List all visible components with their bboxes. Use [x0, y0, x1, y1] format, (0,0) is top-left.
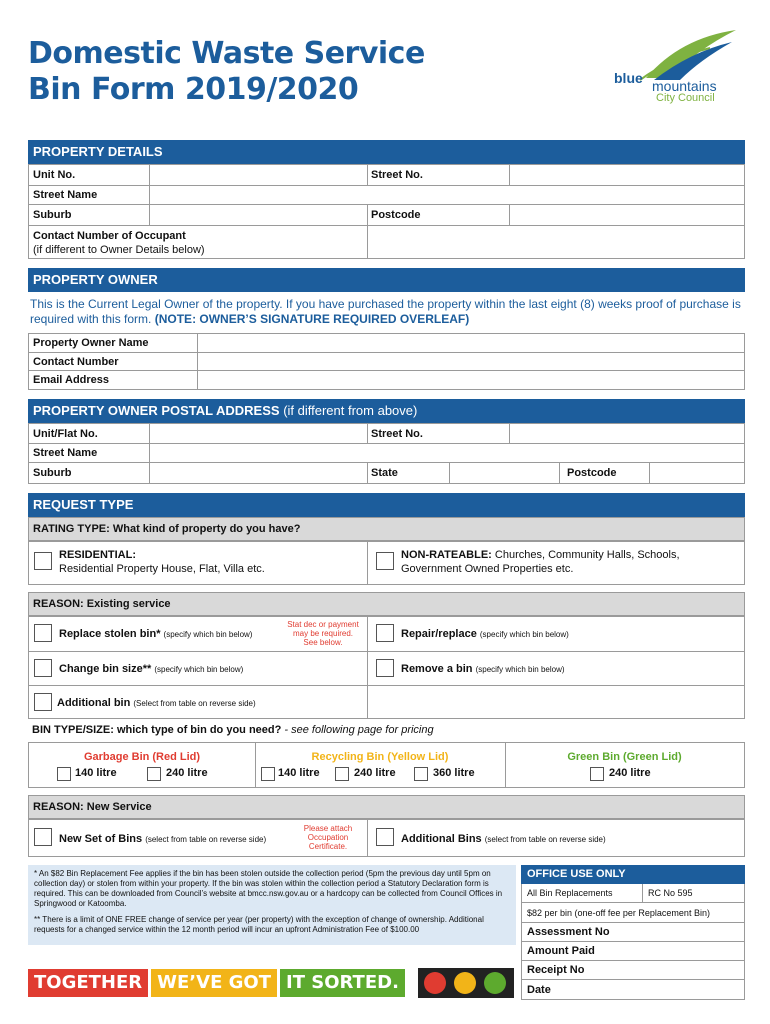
nonrateable-checkbox[interactable] [376, 552, 394, 570]
remove-bin-checkbox[interactable] [376, 659, 394, 677]
title-line-1: Domestic Waste Service [28, 36, 425, 71]
owner-name-input[interactable] [197, 334, 744, 352]
new-set-label: New Set of Bins [59, 833, 143, 845]
request-type-heading: REQUEST TYPE [28, 493, 745, 517]
green-240-label: 240 litre [609, 767, 651, 779]
unit-no-input[interactable] [149, 165, 394, 185]
green-240-checkbox[interactable] [590, 767, 604, 781]
suburb-label: Suburb [33, 209, 72, 221]
postal-unit-row [28, 423, 745, 444]
replace-stolen-option [59, 627, 252, 642]
occupant-contact-line2: (if different to Owner Details below) [33, 244, 205, 256]
occupation-cert-note [291, 824, 365, 851]
suburb-input[interactable] [149, 205, 367, 225]
nonrateable-option [401, 548, 680, 576]
suburb-postcode-row [28, 204, 745, 226]
residential-desc: Residential Property House, Flat, Villa etc. [59, 563, 265, 575]
garbage-bin-title: Garbage Bin (Red Lid) [83, 751, 201, 763]
divider [367, 463, 368, 483]
change-size-option [59, 662, 243, 677]
occupant-contact-row [28, 225, 745, 259]
occupant-contact-input[interactable] [367, 226, 744, 258]
logo-council-text: City Council [656, 92, 715, 104]
green-bin-title: Green Bin (Green Lid) [567, 751, 682, 763]
residential-label: RESIDENTIAL: [59, 549, 136, 561]
garbage-140-label: 140 litre [75, 767, 117, 779]
owner-email-row [28, 370, 745, 390]
divider [367, 165, 368, 185]
change-size-checkbox[interactable] [34, 659, 52, 677]
postcode-input[interactable] [509, 205, 744, 225]
additional-row [28, 685, 745, 719]
unit-street-row [28, 164, 745, 186]
recycling-240-label: 240 litre [354, 767, 396, 779]
garbage-240-checkbox[interactable] [147, 767, 161, 781]
replace-stolen-label: Replace stolen bin* [59, 628, 161, 640]
bin-type-note: - see following page for pricing [284, 724, 434, 736]
postal-unit-input[interactable] [149, 424, 367, 443]
postal-street-input[interactable] [149, 444, 744, 462]
rating-type-row [28, 541, 745, 585]
divider [505, 743, 744, 787]
postal-suburb-label: Suburb [33, 467, 72, 479]
council-logo [610, 28, 740, 108]
postal-heading-note: (if different from above) [283, 403, 418, 418]
title-line-2: Bin Form 2019/2020 [28, 72, 359, 107]
stat-note-line1: Stat dec or payment [287, 620, 359, 629]
postal-street-no-input[interactable] [509, 424, 744, 443]
additional-bins-option [401, 832, 606, 847]
office-fee-row: $82 per bin (one-off fee per Replacement Bin) [521, 903, 745, 923]
divider [367, 205, 368, 225]
office-assessment-row[interactable]: Assessment No [521, 923, 745, 942]
repair-replace-note: (specify which bin below) [479, 630, 569, 639]
logo-blue-text: blue [614, 70, 643, 86]
postal-street-no-label: Street No. [371, 428, 423, 440]
stat-note-line3: See below. [303, 638, 343, 647]
rating-type-question: RATING TYPE: What kind of property do you have? [28, 517, 745, 541]
divider [559, 463, 560, 483]
additional-bins-note: (select from table on reverse side) [484, 835, 606, 844]
owner-contact-input[interactable] [197, 353, 744, 370]
bin-icons [418, 968, 514, 998]
postal-state-label: State [371, 467, 398, 479]
property-details-heading: PROPERTY DETAILS [28, 140, 745, 164]
postal-suburb-input[interactable] [149, 463, 367, 483]
office-date-row[interactable]: Date [521, 980, 745, 1000]
replace-row [28, 616, 745, 652]
divider [255, 743, 505, 787]
office-all-bin-label: All Bin Replacements [527, 888, 613, 898]
owner-intro [30, 297, 745, 327]
recycling-140-label: 140 litre [278, 767, 320, 779]
banner-it-sorted: IT SORTED. [280, 969, 405, 997]
bin-type-q: BIN TYPE/SIZE: which type of bin do you need? [32, 724, 282, 736]
stat-dec-note [281, 620, 365, 647]
postal-postcode-input[interactable] [649, 463, 744, 483]
postal-heading-text: PROPERTY OWNER POSTAL ADDRESS [33, 403, 280, 418]
logo-mountains-text: mountains [652, 78, 717, 94]
office-use-heading: OFFICE USE ONLY [521, 865, 745, 884]
stat-note-line2: may be required. [292, 629, 354, 638]
office-bin-replacements-row [521, 884, 745, 903]
owner-intro-text: This is the Current Legal Owner of the property. If you have purchased the property within the last eight (8) weeks proof of purchase is required with this form. [30, 297, 741, 326]
remove-bin-note: (specify which bin below) [475, 665, 565, 674]
owner-name-label: Property Owner Name [33, 337, 149, 349]
owner-intro-note: (NOTE: OWNER’S SIGNATURE REQUIRED OVERLEAF) [154, 312, 470, 326]
repair-replace-label: Repair/replace [401, 628, 477, 640]
remove-bin-label: Remove a bin [401, 663, 473, 675]
unit-no-label: Unit No. [33, 169, 76, 181]
additional-bin-note: (Select from table on reverse side) [133, 699, 256, 708]
office-use-box [521, 865, 745, 1000]
repair-replace-checkbox[interactable] [376, 624, 394, 642]
recycling-240-checkbox[interactable] [335, 767, 349, 781]
change-size-label: Change bin size** [59, 663, 152, 675]
garbage-140-checkbox[interactable] [57, 767, 71, 781]
additional-bins-label: Additional Bins [401, 833, 482, 845]
banner-together: TOGETHER [28, 969, 148, 997]
residential-checkbox[interactable] [34, 552, 52, 570]
divider [367, 686, 744, 718]
owner-email-label: Email Address [33, 374, 110, 386]
new-set-option [59, 832, 266, 847]
bin-type-row [28, 742, 745, 788]
owner-name-row [28, 333, 745, 353]
repair-replace-option [401, 627, 569, 642]
property-owner-heading: PROPERTY OWNER [28, 268, 745, 292]
postcode-label: Postcode [371, 209, 421, 221]
occupant-contact-line1: Contact Number of Occupant [33, 230, 186, 242]
page-title [28, 36, 498, 108]
nonrateable-desc1: Churches, Community Halls, Schools, [494, 549, 680, 561]
occupant-contact-label [33, 229, 205, 257]
red-bin-icon [424, 972, 446, 994]
nonrateable-label: NON-RATEABLE: [401, 549, 492, 561]
postal-street-label: Street Name [33, 447, 98, 459]
owner-contact-row [28, 352, 745, 371]
bin-type-question-text [32, 723, 434, 737]
bin-type-question [28, 718, 745, 742]
additional-bin-label: Additional bin [57, 697, 131, 709]
divider [367, 424, 368, 443]
owner-contact-label: Contact Number [33, 356, 119, 368]
postal-postcode-label: Postcode [567, 467, 617, 479]
occ-note-line3: Certificate. [308, 842, 348, 851]
street-name-label: Street Name [33, 189, 98, 201]
additional-bins-checkbox[interactable] [376, 828, 394, 846]
postal-state-input[interactable] [449, 463, 559, 483]
postal-street-row [28, 443, 745, 463]
office-rc-no: RC No 595 [642, 884, 693, 902]
change-row [28, 651, 745, 686]
footnote-change-limit: ** There is a limit of ONE FREE change of service per year (per property) with the exception of change of ownership. Additional requests for a changed service within the 12 month period will incur an upfront Administration Fee of $100.00 [34, 915, 484, 934]
replace-stolen-checkbox[interactable] [34, 624, 52, 642]
postal-suburb-row [28, 462, 745, 484]
footnote-replacement-fee: * An $82 Bin Replacement Fee applies if the bin has been stolen outside the collection period (5pm the previous day until 5pm on collection day) or stolen from within your property. If the bin was stolen within the collection period a Statutory Declaration form is required. This can be downloaded from Council’s website at bmcc.nsw.gov.au or a hardcopy can be collected from Council Offices in Springwood or Katoomba. [34, 869, 503, 908]
slogan-banner [28, 968, 408, 998]
reason-new-heading: REASON: New Service [28, 795, 745, 819]
occ-note-line1: Please attach [303, 824, 353, 833]
occ-note-line2: Occupation [307, 833, 349, 842]
street-no-label: Street No. [371, 169, 423, 181]
remove-bin-option [401, 662, 565, 677]
recycling-140-checkbox[interactable] [261, 767, 275, 781]
new-set-note: (select from table on reverse side) [145, 835, 267, 844]
additional-bin-option [57, 696, 256, 711]
recycling-360-label: 360 litre [433, 767, 475, 779]
reason-existing-heading: REASON: Existing service [28, 592, 745, 616]
garbage-240-label: 240 litre [166, 767, 208, 779]
yellow-bin-icon [454, 972, 476, 994]
office-receipt-row[interactable]: Receipt No [521, 961, 745, 980]
change-size-note: (specify which bin below) [154, 665, 244, 674]
residential-option [59, 548, 265, 576]
replace-stolen-note: (specify which bin below) [163, 630, 253, 639]
new-set-checkbox[interactable] [34, 828, 52, 846]
new-service-row [28, 819, 745, 857]
street-no-input[interactable] [509, 165, 744, 185]
office-amount-row[interactable]: Amount Paid [521, 942, 745, 961]
postal-address-heading [28, 399, 745, 423]
green-bin-icon [484, 972, 506, 994]
nonrateable-desc2: Government Owned Properties etc. [401, 563, 574, 575]
street-name-input[interactable] [149, 186, 744, 204]
banner-weve-got: WE’VE GOT [151, 969, 277, 997]
recycling-360-checkbox[interactable] [414, 767, 428, 781]
street-name-row[interactable] [28, 185, 745, 205]
additional-bin-checkbox[interactable] [34, 693, 52, 711]
owner-email-input[interactable] [197, 371, 744, 389]
postal-unit-label: Unit/Flat No. [33, 428, 98, 440]
footnotes [28, 865, 516, 945]
recycling-bin-title: Recycling Bin (Yellow Lid) [311, 751, 449, 763]
